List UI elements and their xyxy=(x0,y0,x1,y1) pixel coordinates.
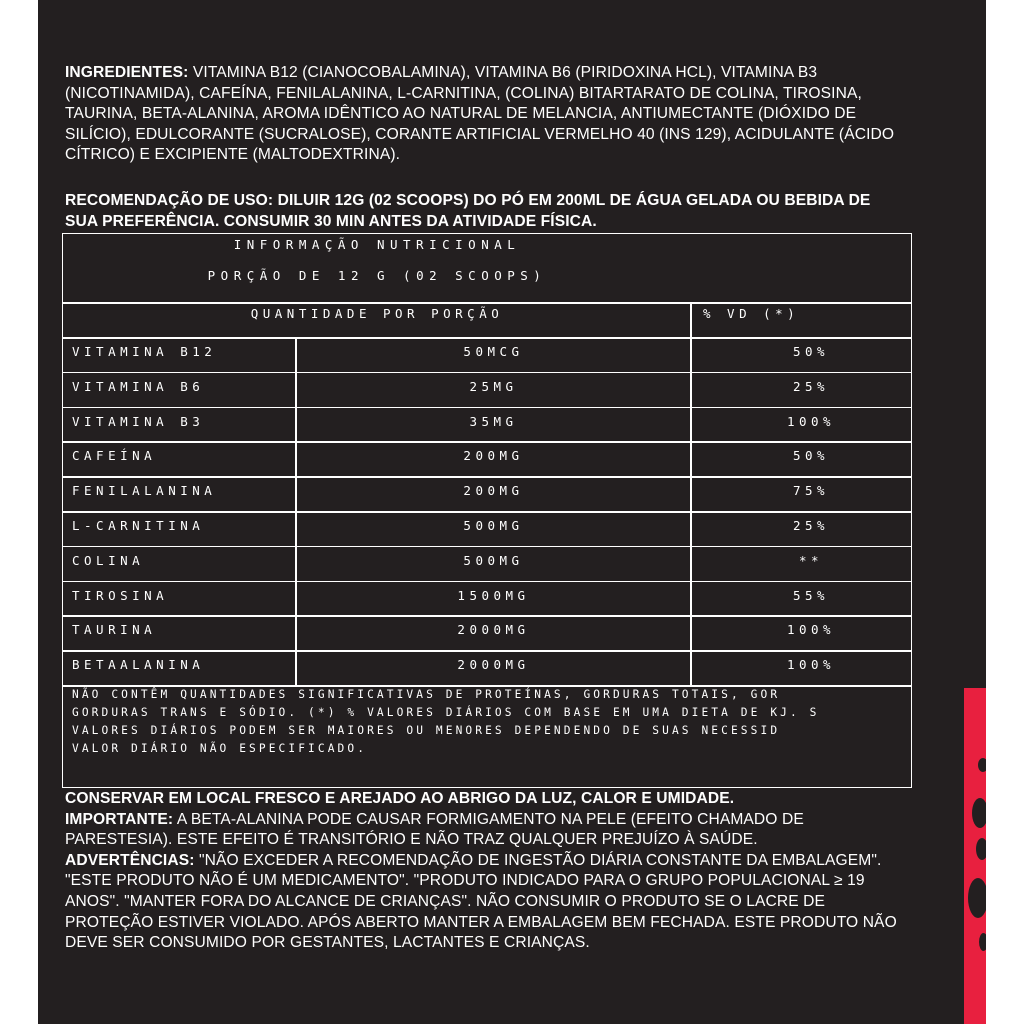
table-row xyxy=(63,441,911,476)
nutrient-name: CAFEÍNA xyxy=(72,448,157,464)
nutrient-name: TAURINA xyxy=(72,622,157,638)
column-header-vd: % VD (*) xyxy=(703,306,800,321)
table-divider xyxy=(63,511,911,513)
nutrient-vd: 50% xyxy=(792,448,830,464)
usage-recommendation xyxy=(65,191,905,232)
red-accent-strip xyxy=(964,688,986,1024)
nutrient-vd: 50% xyxy=(792,344,830,359)
nutrient-vd: 25% xyxy=(792,518,830,533)
table-row xyxy=(63,372,911,407)
table-row xyxy=(63,407,911,442)
usage-label: RECOMENDAÇÃO DE USO: xyxy=(65,192,274,209)
nutrient-amount: 500MG xyxy=(463,518,524,533)
nutrition-title: INFORMAÇÃO NUTRICIONAL xyxy=(233,237,521,252)
ingredients-list: VITAMINA B12 (CIANOCOBALAMINA), VITAMINA B6 (PIRIDOXINA HCL), VITAMINA B3 (NICOTINAMIDA), CAFEÍNA, FENILALANINA, L-CARNITINA, (COLINA) BITARTARATO DE COLINA, TIROSINA, TAURINA, BETA-ALANINA, AROMA IDÊNTICO AO NATURAL DE MELANCIA, ANTIUMECTANTE (DIÓXIDO DE SILÍCIO), EDULCORANTE (SUCRALOSE), CORANTE ARTIFICIAL VERMELHO 40 (INS 129), ACIDULANTE (ÁCIDO CÍTRICO) E EXCIPIENTE (MALTODEXTRINA). xyxy=(65,64,895,164)
nutrient-vd: 100% xyxy=(786,657,836,673)
footnote-line: GORDURAS TRANS E SÓDIO. (*) % VALORES DIÁRIOS COM BASE EM UMA DIETA DE KJ. S xyxy=(72,706,820,719)
table-row xyxy=(63,476,911,511)
nutrient-amount: 2000MG xyxy=(457,622,530,638)
nutrient-name: TIROSINA xyxy=(72,587,169,603)
table-row xyxy=(63,546,911,581)
table-divider xyxy=(63,302,911,304)
nutrient-name: VITAMINA B3 xyxy=(72,413,205,429)
column-header-quantity: QUANTIDADE POR PORÇÃO xyxy=(250,306,504,321)
nutrition-facts-table xyxy=(62,233,912,788)
table-divider xyxy=(63,441,911,443)
table-divider xyxy=(63,581,911,583)
nutrient-amount: 2000MG xyxy=(457,657,530,673)
nutrient-amount: 1500MG xyxy=(457,587,530,603)
nutrient-name: L-CARNITINA xyxy=(72,518,205,533)
nutrient-name: VITAMINA B12 xyxy=(72,344,217,359)
nutrient-vd: 100% xyxy=(786,622,836,638)
table-row xyxy=(63,511,911,546)
table-divider xyxy=(63,476,911,478)
storage-instructions: CONSERVAR EM LOCAL FRESCO E AREJADO AO ABRIGO DA LUZ, CALOR E UMIDADE. xyxy=(65,790,735,807)
table-divider xyxy=(63,615,911,617)
nutrient-amount: 25MG xyxy=(469,378,518,394)
table-divider xyxy=(63,546,911,548)
warnings-label: ADVERTÊNCIAS: xyxy=(65,851,195,869)
nutrient-amount: 200MG xyxy=(463,483,524,499)
storage-warnings xyxy=(65,789,905,954)
table-divider xyxy=(63,407,911,409)
nutrient-amount: 35MG xyxy=(469,413,518,429)
nutrient-vd: 55% xyxy=(792,587,830,603)
nutrition-footnote xyxy=(72,686,910,758)
important-label: IMPORTANTE: xyxy=(65,810,174,828)
nutrient-vd: 100% xyxy=(786,413,836,429)
table-divider xyxy=(63,372,911,374)
warnings-text: "NÃO EXCEDER A RECOMENDAÇÃO DE INGESTÃO DIÁRIA CONSTANTE DA EMBALAGEM". "ESTE PRODUTO NÃO É UM MEDICAMENTO". "PRODUTO INDICADO PARA O GRUPO POPULACIONAL ≥ 19 ANOS". "MANTER FORA DO ALCANCE DE CRIANÇAS". NÃO CONSUMIR O PRODUTO SE O LACRE DE PROTEÇÃO ESTIVER VIOLADO. APÓS ABERTO MANTER A EMBALAGEM BEM FECHADA. ESTE PRODUTO NÃO DEVE SER CONSUMIDO POR GESTANTES, LACTANTES E CRIANÇAS. xyxy=(65,851,897,952)
footnote-line: VALORES DIÁRIOS PODEM SER MAIORES OU MENORES DEPENDENDO DE SUAS NECESSID xyxy=(72,724,781,737)
table-row xyxy=(63,615,911,650)
nutrient-amount: 200MG xyxy=(463,448,524,464)
nutrition-header xyxy=(63,234,691,304)
table-row xyxy=(63,650,911,685)
nutrient-vd: 75% xyxy=(792,483,830,499)
ingredients-label: INGREDIENTES: xyxy=(65,64,189,81)
nutrient-name: COLINA xyxy=(72,552,145,568)
nutrient-name: BETAALANINA xyxy=(72,657,205,673)
nutrition-portion: PORÇÃO DE 12 G (02 SCOOPS) xyxy=(207,268,547,283)
label-panel xyxy=(38,0,986,1024)
nutrient-amount: 500MG xyxy=(463,552,524,568)
nutrient-name: FENILALANINA xyxy=(72,483,217,499)
nutrient-vd: 25% xyxy=(792,378,830,394)
footnote-line: NÃO CONTÊM QUANTIDADES SIGNIFICATIVAS DE PROTEÍNAS, GORDURAS TOTAIS, GOR xyxy=(72,688,781,701)
usage-text: DILUIR 12G (02 SCOOPS) DO PÓ EM 200ML DE ÁGUA GELADA OU BEBIDA DE SUA PREFERÊNCIA. CONSUMIR 30 MIN ANTES DA ATIVIDADE FÍSICA. xyxy=(65,192,871,230)
nutrient-name: VITAMINA B6 xyxy=(72,378,205,394)
important-text: A BETA-ALANINA PODE CAUSAR FORMIGAMENTO NA PELE (EFEITO CHAMADO DE PARESTESIA). ESTE EFEITO É TRANSITÓRIO E NÃO TRAZ QUALQUER PREJUÍZO À SAÚDE. xyxy=(65,810,804,849)
table-row xyxy=(63,337,911,372)
table-row xyxy=(63,581,911,616)
nutrient-amount: 50MCG xyxy=(463,344,524,359)
table-divider xyxy=(63,650,911,652)
nutrient-vd: ** xyxy=(798,552,824,568)
footnote-line: VALOR DIÁRIO NÃO ESPECIFICADO. xyxy=(72,742,368,755)
ingredients-text xyxy=(65,63,905,166)
